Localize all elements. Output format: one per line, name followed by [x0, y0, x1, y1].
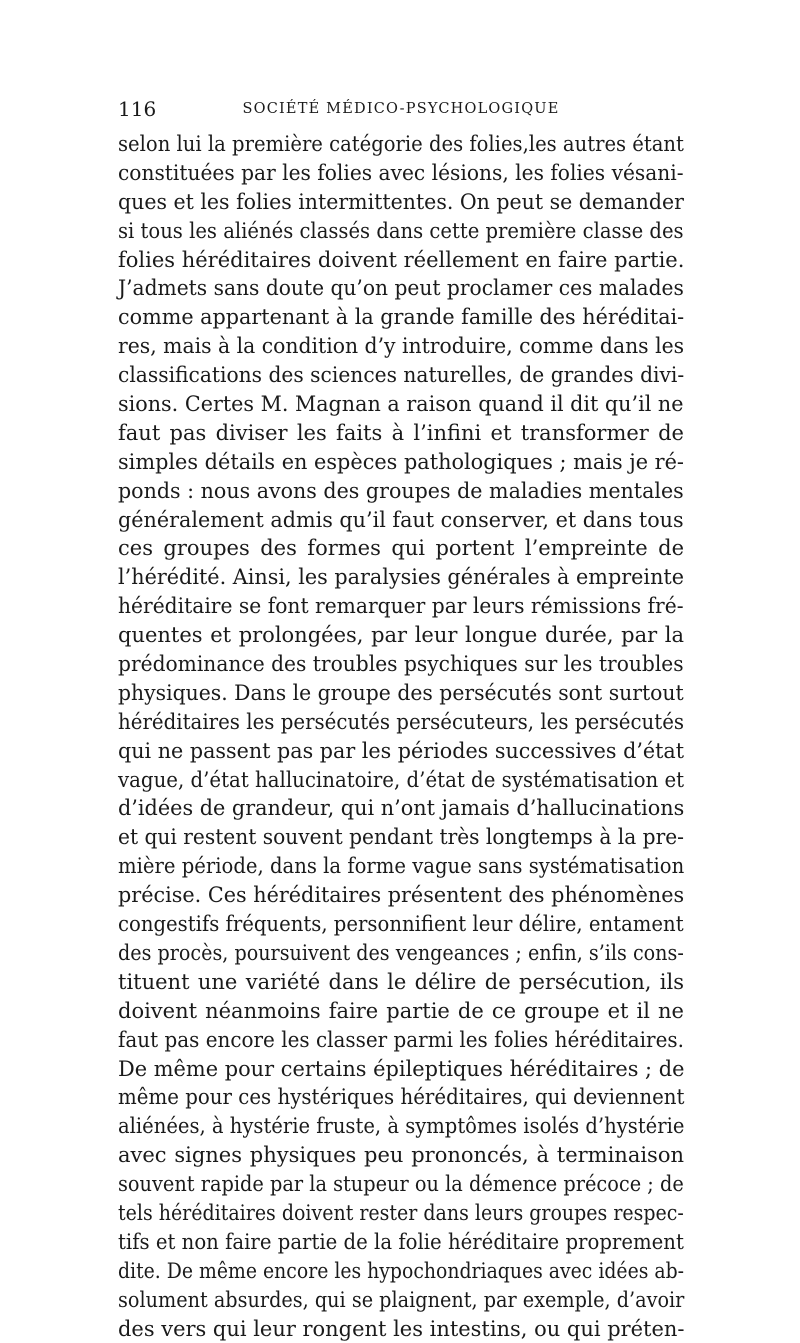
text-line: avec signes physiques peu prononcés, à terminaison	[118, 1143, 684, 1168]
text-line: héréditaire se font remarquer par leurs rémissions fré-	[118, 594, 684, 619]
text-line: tels héréditaires doivent rester dans leurs groupes respec-	[118, 1200, 684, 1225]
text-line: comme appartenant à la grande famille des héréditai-	[118, 305, 685, 330]
text-line: sions. Certes M. Magnan a raison quand il dit qu’il ne	[118, 392, 684, 417]
text-line: des vers qui leur rongent les intestins, ou qui préten-	[118, 1316, 685, 1341]
text-line: quentes et prolongées, par leur longue durée, par la	[118, 623, 684, 648]
text-line: faut pas diviser les faits à l’infini et transformer de	[118, 420, 684, 445]
text-line: constituées par les folies avec lésions, les folies vésani-	[118, 160, 684, 185]
text-line: physiques. Dans le groupe des persécutés sont surtout	[118, 680, 684, 705]
text-line: vague, d’état hallucinatoire, d’état de systématisation et	[118, 767, 685, 792]
text-line: faut pas encore les classer parmi les folies héréditaires.	[118, 1027, 684, 1052]
text-line: même pour ces hystériques héréditaires, qui deviennent	[118, 1085, 685, 1110]
text-line: tifs et non faire partie de la folie héréditaire proprement	[118, 1229, 684, 1254]
text-line: des procès, poursuivent des vengeances ; enfin, s’ils cons-	[118, 940, 684, 965]
text-line: souvent rapide par la stupeur ou la démence précoce ; de	[118, 1172, 684, 1197]
text-line: simples détails en espèces pathologiques ; mais je ré-	[118, 449, 684, 474]
journal-title: SOCIÉTÉ MÉDICO-PSYCHOLOGIQUE	[242, 101, 560, 117]
text-line: selon lui la première catégorie des folies,les autres étant	[118, 132, 684, 156]
text-line: dite. De même encore les hypochondriaques avec idées ab-	[118, 1258, 685, 1283]
running-head	[118, 95, 684, 123]
text-line: ces groupes des formes qui portent l’empreinte de	[118, 536, 684, 561]
text-line: prédominance des troubles psychiques sur les troubles	[118, 652, 684, 677]
text-line: De même pour certains épileptiques héréditaires ; de	[118, 1056, 685, 1081]
text-line: qui ne passent pas par les périodes successives d’état	[118, 738, 685, 763]
page-number: 116	[118, 97, 157, 121]
text-line: si tous les aliénés classés dans cette première classe des	[118, 218, 684, 243]
text-line: héréditaires les persécutés persécuteurs, les persécutés	[118, 709, 685, 734]
text-line: congestifs fréquents, personnifient leur délire, entament	[118, 912, 684, 937]
text-line: J’admets sans doute qu’on peut proclamer ces malades	[118, 276, 684, 301]
text-line: et qui restent souvent pendant très longtemps à la pre-	[118, 825, 684, 850]
body-text	[118, 130, 684, 1343]
text-line: précise. Ces héréditaires présentent des phénomènes	[118, 883, 685, 908]
text-line: folies héréditaires doivent réellement en faire partie.	[118, 247, 685, 272]
text-line: doivent néanmoins faire partie de ce groupe et il ne	[118, 998, 684, 1023]
text-line: res, mais à la condition d’y introduire, comme dans les	[118, 334, 685, 359]
text-line: l’hérédité. Ainsi, les paralysies générales à empreinte	[118, 565, 685, 590]
text-line: aliénées, à hystérie fruste, à symptômes isolés d’hystérie	[118, 1114, 685, 1139]
text-line: solument absurdes, qui se plaignent, par exemple, d’avoir	[118, 1287, 685, 1312]
text-line: d’idées de grandeur, qui n’ont jamais d’hallucinations	[118, 796, 685, 821]
text-line: tituent une variété dans le délire de persécution, ils	[118, 969, 684, 994]
text-line: classifications des sciences naturelles, de grandes divi-	[118, 363, 685, 388]
text-line: ponds : nous avons des groupes de maladies mentales	[118, 478, 684, 503]
text-line: généralement admis qu’il faut conserver, et dans tous	[118, 507, 684, 532]
text-line: ques et les folies intermittentes. On peut se demander	[118, 189, 684, 214]
text-line: mière période, dans la forme vague sans systématisation	[118, 854, 685, 879]
